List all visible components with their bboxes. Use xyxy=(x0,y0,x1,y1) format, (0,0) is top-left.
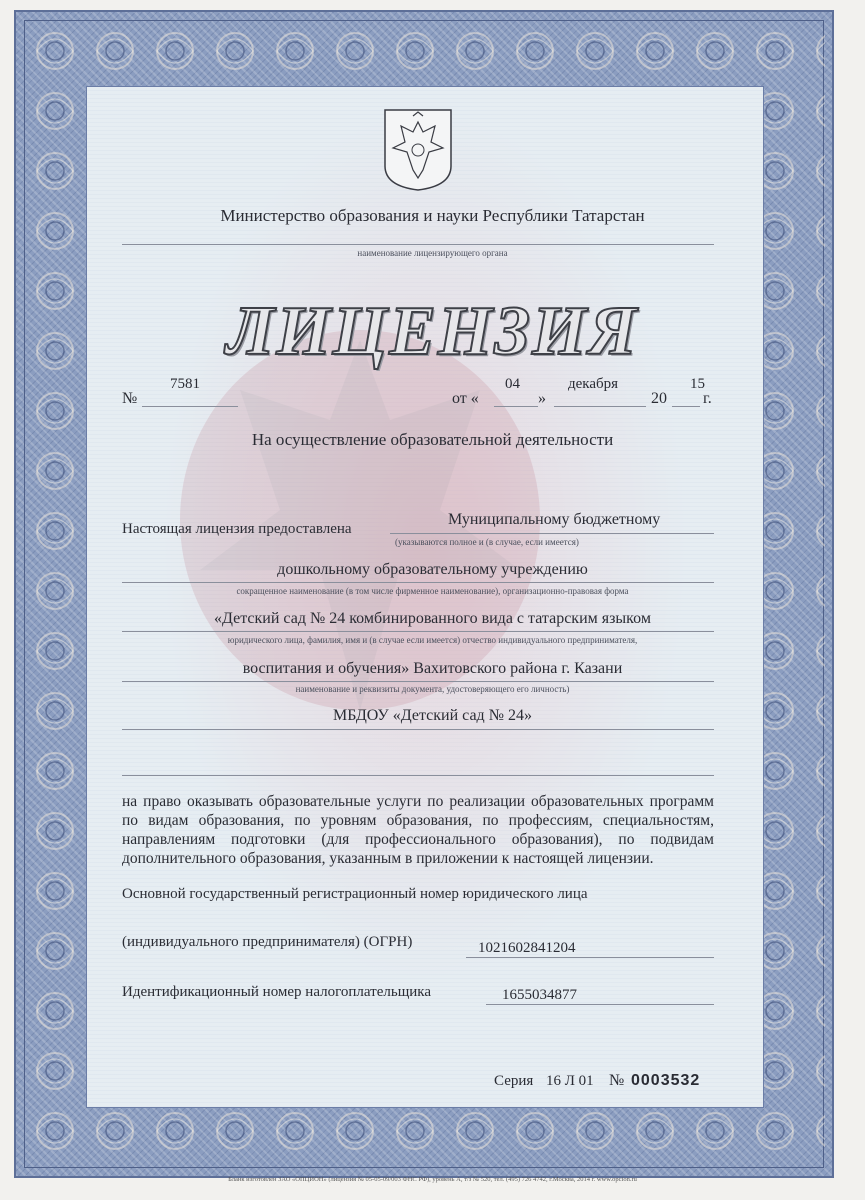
year-prefix: 20 xyxy=(651,390,667,407)
license-number: 7581 xyxy=(170,376,200,392)
rights-paragraph: на право оказывать образовательные услуги по реализации образовательных программ по видам образования, по уровням образования, по профессиям, специальностям, направлениям подготовки (для профессионального образования), по подвидам дополнительного образования, указанным в приложении к настоящей лицензии. xyxy=(122,793,714,867)
org-line-1: Муниципальному бюджетному xyxy=(448,511,661,528)
date-day: 04 xyxy=(505,376,520,392)
day-underline xyxy=(494,406,538,407)
month-underline xyxy=(554,406,646,407)
org-short-underline xyxy=(122,729,714,730)
org-line-1-underline xyxy=(390,533,714,534)
series-code: 16 Л 01 xyxy=(546,1073,594,1089)
org-short-name: МБДОУ «Детский сад № 24» xyxy=(333,707,532,724)
date-close: » xyxy=(538,390,546,407)
ministry-underline xyxy=(122,244,714,245)
org-line-4-underline xyxy=(122,681,714,682)
org-line-3: «Детский сад № 24 комбинированного вида с татарским языком xyxy=(214,610,651,627)
caption-3: юридического лица, фамилия, имя и (в случае если имеется) отчество индивидуального предпринимателя, xyxy=(227,635,638,645)
document-title: ЛИЦЕНЗИЯ xyxy=(226,293,639,370)
ministry-name: Министерство образования и науки Республики Татарстан xyxy=(220,206,645,225)
inn-label: Идентификационный номер налогоплательщика xyxy=(122,984,432,1000)
granted-label: Настоящая лицензия предоставлена xyxy=(122,521,352,537)
inn-value: 1655034877 xyxy=(502,987,577,1003)
ogrn-value: 1021602841204 xyxy=(478,940,576,956)
printer-footer: Бланк изготовлен ЗАО «ОПЦИОН» (лицензия № 05-05-09/003 ФНС РФ), уровень А, т/з № 520, тел. (495) 726 4742, г.Москва, 2014 г. www.opcion.ru xyxy=(228,1176,637,1183)
license-purpose: На осуществление образовательной деятельности xyxy=(251,430,614,449)
ministry-caption: наименование лицензирующего органа xyxy=(357,248,508,258)
caption-1: (указываются полное и (в случае, если имеется) xyxy=(395,537,579,547)
date-from: от « xyxy=(452,390,479,407)
series-no-sign: № xyxy=(609,1072,625,1089)
year-suffix: 15 xyxy=(690,376,705,392)
org-line-4: воспитания и обучения» Вахитовского района г. Казани xyxy=(242,660,623,677)
org-line-2: дошкольному образовательному учреждению xyxy=(277,561,588,578)
ogrn-label-2: (индивидуального предпринимателя) (ОГРН) xyxy=(122,934,413,950)
caption-4: наименование и реквизиты документа, удостоверяющего его личность) xyxy=(295,684,570,694)
series-label: Серия xyxy=(494,1073,534,1089)
inn-underline xyxy=(486,1004,714,1005)
number-sign: № xyxy=(122,390,138,407)
year-g: г. xyxy=(703,390,712,407)
ogrn-underline xyxy=(466,957,714,958)
number-underline xyxy=(142,406,238,407)
caption-2: сокращенное наименование (в том числе фирменное наименование), организационно-правовая форма xyxy=(236,586,629,596)
ogrn-label-1: Основной государственный регистрационный номер юридического лица xyxy=(122,886,588,902)
blank-underline xyxy=(122,775,714,776)
series-number: 0003532 xyxy=(631,1072,701,1089)
org-line-3-underline xyxy=(122,631,714,632)
org-line-2-underline xyxy=(122,582,714,583)
coat-of-arms-icon xyxy=(383,108,453,192)
year-underline xyxy=(672,406,700,407)
date-month: декабря xyxy=(568,376,619,392)
